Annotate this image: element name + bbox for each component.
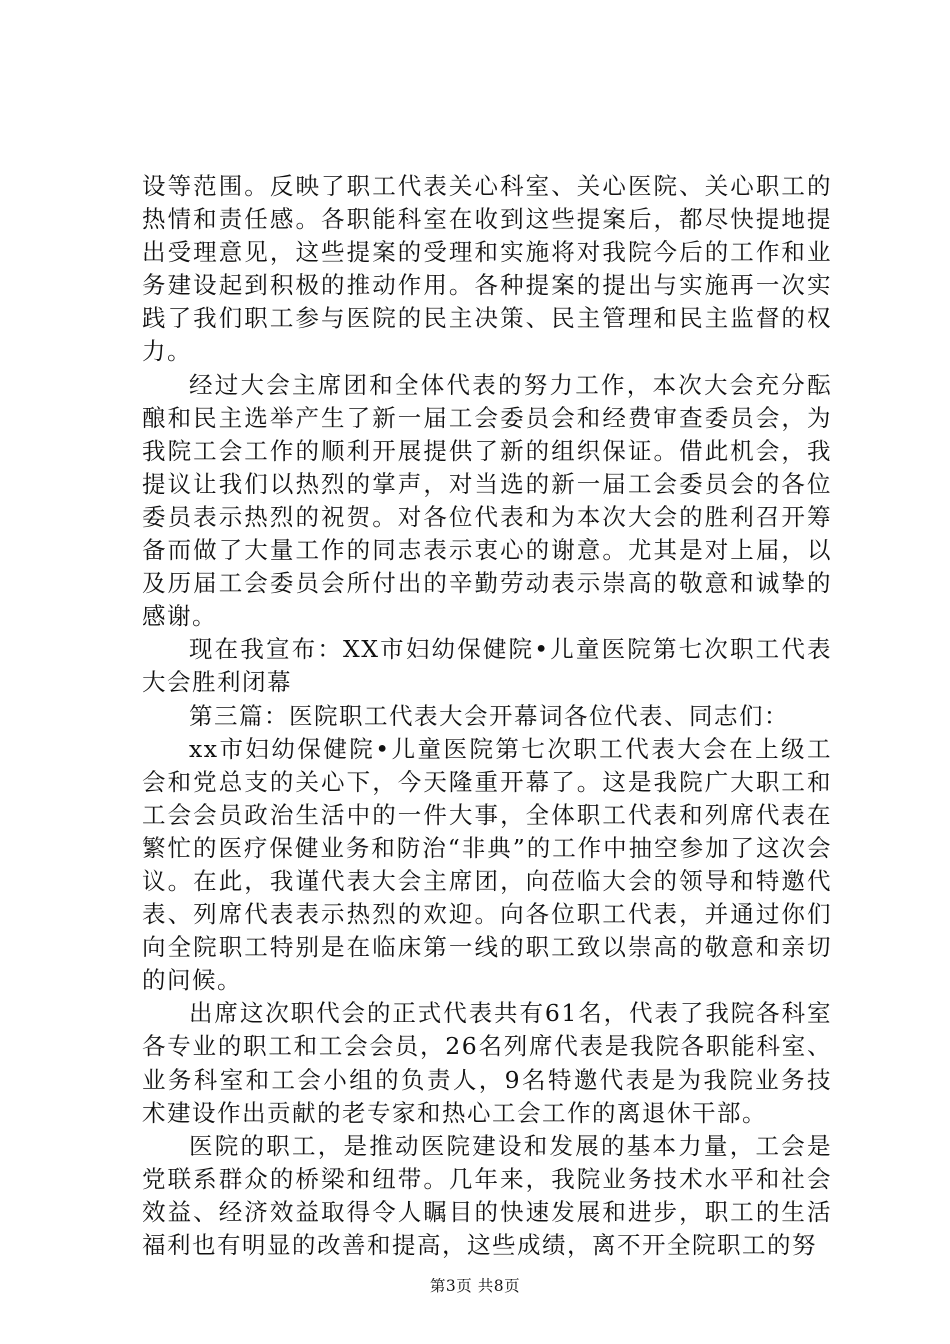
section-heading: 第三篇：医院职工代表大会开幕词各位代表、同志们：	[189, 701, 789, 730]
page-footer: 第3页 共8页	[429, 1277, 521, 1295]
paragraph-6: 出席这次职代会的正式代表共有61名，代表了我院各科室各专业的职工和工会会员，26名列席代表是我院各职能科室、业务科室和工会小组的负责人，9名特邀代表是为我院业务技术建设作出贡献的老专家和热心工会工作的离退休干部。	[142, 999, 832, 1127]
paragraph-3: 现在我宣布：XX市妇幼保健院•儿童医院第七次职工代表大会胜利闭幕	[142, 635, 832, 697]
paragraph-2: 经过大会主席团和全体代表的努力工作，本次大会充分酝酿和民主选举产生了新一届工会委员会和经费审查委员会，为我院工会工作的顺利开展提供了新的组织保证。借此机会，我提议让我们以热烈的掌声，对当选的新一届工会委员会的各位委员表示热烈的祝贺。对各位代表和为本次大会的胜利召开筹备而做了大量工作的同志表示衷心的谢意。尤其是对上届，以及历届工会委员会所付出的辛勤劳动表示崇高的敬意和诚挚的感谢。	[142, 370, 832, 631]
document-body	[142, 170, 832, 1262]
paragraph-1: 设等范围。反映了职工代表关心科室、关心医院、关心职工的热情和责任感。各职能科室在收到这些提案后，都尽快提地提出受理意见，这些提案的受理和实施将对我院今后的工作和业务建设起到积极的推动作用。各种提案的提出与实施再一次实践了我们职工参与医院的民主决策、民主管理和民主监督的权力。	[142, 172, 832, 366]
paragraph-7: 医院的职工，是推动医院建设和发展的基本力量，工会是党联系群众的桥梁和纽带。几年来，我院业务技术水平和社会效益、经济效益取得令人瞩目的快速发展和进步，职工的生活福利也有明显的改善和提高，这些成绩，离不开全院职工的努	[142, 1131, 832, 1259]
paragraph-5: xx市妇幼保健院•儿童医院第七次职工代表大会在上级工会和党总支的关心下，今天隆重开幕了。这是我院广大职工和工会会员政治生活中的一件大事，全体职工代表和列席代表在繁忙的医疗保健业务和防治“非典”的工作中抽空参加了这次会议。在此，我谨代表大会主席团，向莅临大会的领导和特邀代表、列席代表表示热烈的欢迎。向各位职工代表，并通过你们向全院职工特别是在临床第一线的职工致以崇高的敬意和亲切的问候。	[142, 734, 832, 995]
